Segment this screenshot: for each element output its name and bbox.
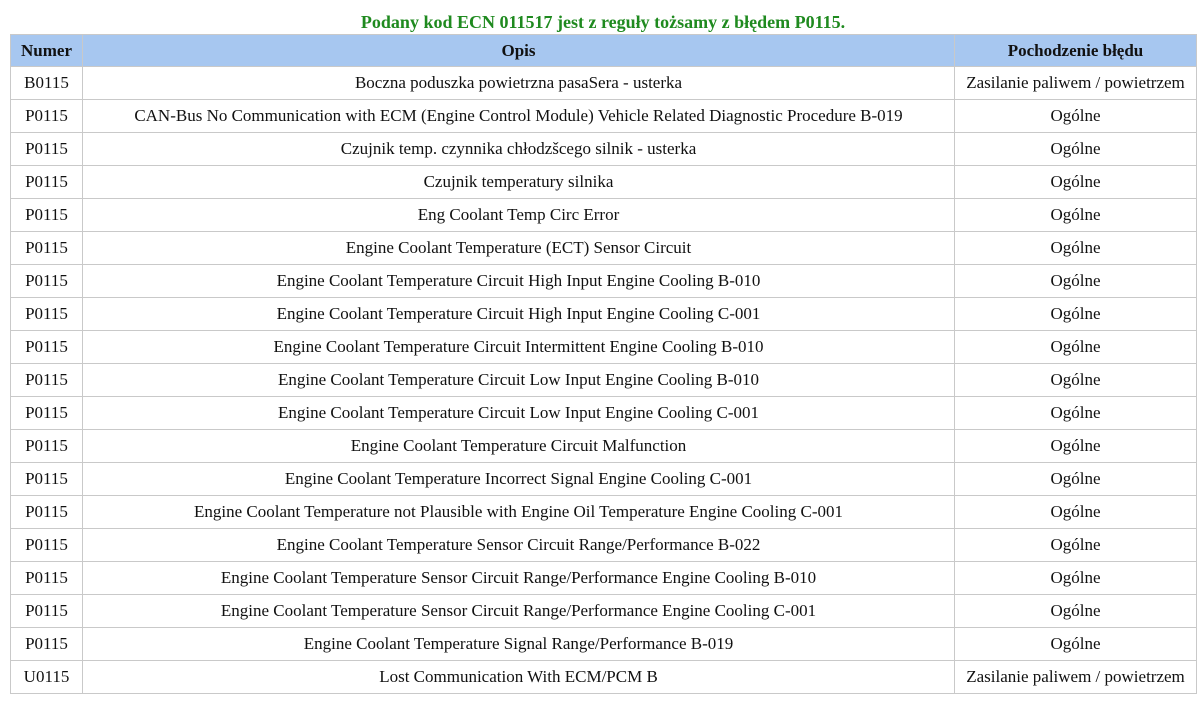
cell-origin: Ogólne — [955, 100, 1197, 133]
table-row — [11, 100, 1197, 133]
table-row — [11, 166, 1197, 199]
cell-description: Engine Coolant Temperature (ECT) Sensor Circuit — [83, 232, 955, 265]
cell-code: P0115 — [11, 430, 83, 463]
table-row — [11, 595, 1197, 628]
cell-origin: Ogólne — [955, 265, 1197, 298]
cell-origin: Ogólne — [955, 562, 1197, 595]
cell-code: P0115 — [11, 232, 83, 265]
table-row — [11, 529, 1197, 562]
cell-description: Engine Coolant Temperature Circuit Malfunction — [83, 430, 955, 463]
table-row — [11, 331, 1197, 364]
table-row — [11, 397, 1197, 430]
cell-code: P0115 — [11, 628, 83, 661]
cell-description: Boczna poduszka powietrzna pasaSera - usterka — [83, 67, 955, 100]
table-row — [11, 232, 1197, 265]
cell-description: Lost Communication With ECM/PCM B — [83, 661, 955, 694]
cell-code: P0115 — [11, 529, 83, 562]
column-header-description: Opis — [83, 35, 955, 67]
cell-code: P0115 — [11, 595, 83, 628]
cell-description: Engine Coolant Temperature Sensor Circuit Range/Performance Engine Cooling B-010 — [83, 562, 955, 595]
table-row — [11, 496, 1197, 529]
cell-origin: Ogólne — [955, 166, 1197, 199]
cell-origin: Ogólne — [955, 430, 1197, 463]
cell-code: P0115 — [11, 364, 83, 397]
cell-origin: Ogólne — [955, 397, 1197, 430]
table-row — [11, 133, 1197, 166]
cell-description: Engine Coolant Temperature Incorrect Signal Engine Cooling C-001 — [83, 463, 955, 496]
cell-code: P0115 — [11, 265, 83, 298]
cell-origin: Ogólne — [955, 133, 1197, 166]
cell-origin: Ogólne — [955, 496, 1197, 529]
cell-origin: Zasilanie paliwem / powietrzem — [955, 661, 1197, 694]
table-row — [11, 265, 1197, 298]
cell-origin: Ogólne — [955, 331, 1197, 364]
cell-origin: Ogólne — [955, 628, 1197, 661]
cell-origin: Ogólne — [955, 529, 1197, 562]
cell-code: P0115 — [11, 166, 83, 199]
cell-description: Engine Coolant Temperature Circuit Low Input Engine Cooling B-010 — [83, 364, 955, 397]
table-row — [11, 430, 1197, 463]
cell-code: P0115 — [11, 199, 83, 232]
cell-code: P0115 — [11, 100, 83, 133]
cell-description: Engine Coolant Temperature Circuit High Input Engine Cooling C-001 — [83, 298, 955, 331]
column-header-number: Numer — [11, 35, 83, 67]
cell-code: P0115 — [11, 133, 83, 166]
cell-description: Czujnik temperatury silnika — [83, 166, 955, 199]
cell-origin: Ogólne — [955, 298, 1197, 331]
table-row — [11, 628, 1197, 661]
table-row — [11, 199, 1197, 232]
cell-origin: Zasilanie paliwem / powietrzem — [955, 67, 1197, 100]
cell-code: P0115 — [11, 397, 83, 430]
cell-code: P0115 — [11, 298, 83, 331]
table-row — [11, 67, 1197, 100]
cell-code: P0115 — [11, 496, 83, 529]
cell-code: P0115 — [11, 562, 83, 595]
table-row — [11, 661, 1197, 694]
table-row — [11, 463, 1197, 496]
table-row — [11, 562, 1197, 595]
cell-description: Engine Coolant Temperature Signal Range/Performance B-019 — [83, 628, 955, 661]
table-header-row — [11, 35, 1197, 67]
cell-description: Engine Coolant Temperature Circuit Intermittent Engine Cooling B-010 — [83, 331, 955, 364]
table-caption: Podany kod ECN 011517 jest z reguły tożsamy z błędem P0115. — [360, 12, 846, 32]
cell-code: U0115 — [11, 661, 83, 694]
cell-description: Engine Coolant Temperature Circuit High Input Engine Cooling B-010 — [83, 265, 955, 298]
cell-origin: Ogólne — [955, 595, 1197, 628]
table-row — [11, 298, 1197, 331]
cell-description: Engine Coolant Temperature Circuit Low Input Engine Cooling C-001 — [83, 397, 955, 430]
cell-origin: Ogólne — [955, 463, 1197, 496]
cell-origin: Ogólne — [955, 232, 1197, 265]
cell-description: Engine Coolant Temperature Sensor Circuit Range/Performance Engine Cooling C-001 — [83, 595, 955, 628]
cell-code: P0115 — [11, 331, 83, 364]
table-row — [11, 364, 1197, 397]
cell-description: Engine Coolant Temperature Sensor Circuit Range/Performance B-022 — [83, 529, 955, 562]
cell-code: B0115 — [11, 67, 83, 100]
cell-code: P0115 — [11, 463, 83, 496]
cell-description: Czujnik temp. czynnika chłodzšcego silnik - usterka — [83, 133, 955, 166]
cell-origin: Ogólne — [955, 364, 1197, 397]
cell-description: Engine Coolant Temperature not Plausible with Engine Oil Temperature Engine Cooling C-001 — [83, 496, 955, 529]
column-header-origin: Pochodzenie błędu — [955, 35, 1197, 67]
table-body — [11, 67, 1197, 694]
cell-description: CAN-Bus No Communication with ECM (Engine Control Module) Vehicle Related Diagnostic Procedure B-019 — [83, 100, 955, 133]
cell-origin: Ogólne — [955, 199, 1197, 232]
cell-description: Eng Coolant Temp Circ Error — [83, 199, 955, 232]
error-codes-table — [10, 34, 1197, 694]
